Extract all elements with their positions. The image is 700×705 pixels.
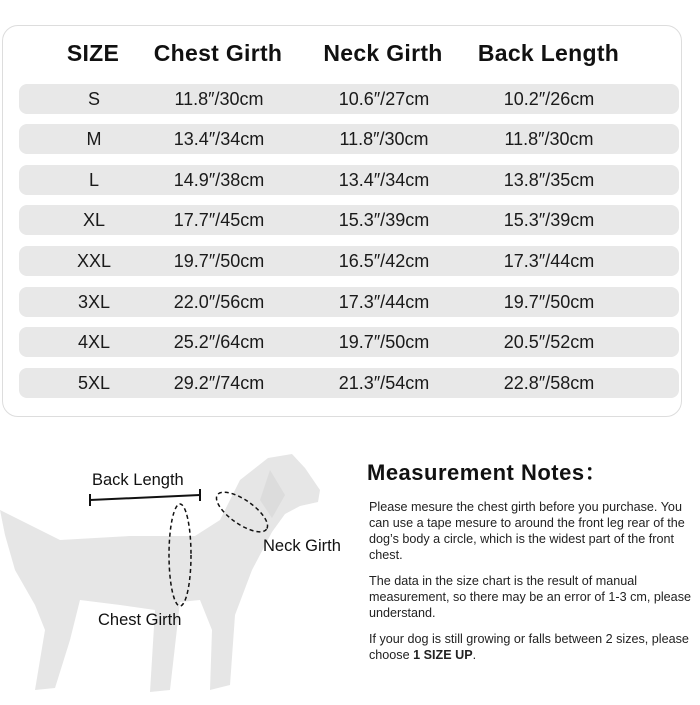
- header-neck-girth: Neck Girth: [323, 40, 443, 66]
- header-back-length: Back Length: [477, 40, 620, 66]
- table-row: [19, 84, 679, 114]
- cell-neck-girth: 11.8″/30cm: [339, 129, 429, 149]
- cell-back-length: 13.8″/35cm: [503, 170, 595, 190]
- cell-back-length: 11.8″/30cm: [504, 129, 594, 149]
- cell-neck-girth: 10.6″/27cm: [338, 89, 430, 109]
- cell-chest-girth: 22.0″/56cm: [173, 292, 265, 312]
- table-row: [19, 368, 679, 398]
- size-table-header: [0, 0, 700, 80]
- notes-title: Measurement Notes：: [367, 460, 608, 485]
- cell-chest-girth: 19.7″/50cm: [173, 251, 265, 271]
- cell-neck-girth: 17.3″/44cm: [338, 292, 430, 312]
- cell-size: XL: [82, 210, 106, 230]
- cell-size: S: [87, 89, 100, 109]
- notes-p3-suffix: .: [472, 648, 477, 662]
- cell-back-length: 10.2″/26cm: [503, 89, 595, 109]
- cell-neck-girth: 19.7″/50cm: [338, 332, 430, 352]
- cell-chest-girth: 29.2″/74cm: [173, 373, 265, 393]
- cell-back-length: 20.5″/52cm: [503, 332, 595, 352]
- table-row: [19, 246, 679, 276]
- dog-measurement-diagram: [0, 440, 360, 700]
- cell-size: 4XL: [77, 332, 111, 352]
- cell-neck-girth: 16.5″/42cm: [338, 251, 430, 271]
- size-up-emphasis: 1 SIZE UP: [413, 648, 473, 662]
- cell-chest-girth: 17.7″/45cm: [173, 210, 265, 230]
- header-size: SIZE: [66, 40, 120, 66]
- cell-size: L: [88, 170, 99, 190]
- cell-back-length: 19.7″/50cm: [503, 292, 595, 312]
- cell-chest-girth: 11.8″/30cm: [174, 89, 264, 109]
- table-row: [19, 165, 679, 195]
- table-row: [19, 327, 679, 357]
- cell-back-length: 17.3″/44cm: [503, 251, 595, 271]
- notes-paragraph-2: The data in the size chart is the result of manual measurement, so there may be an error of 1-3 cm, please understand.: [369, 574, 691, 620]
- cell-chest-girth: 25.2″/64cm: [173, 332, 265, 352]
- notes-paragraph-1: Please mesure the chest girth before you purchase. You can use a tape mesure to around the front leg rear of the dog’s body a circle, which is the widest part of the front chest.: [369, 500, 685, 562]
- back-length-label: Back Length: [92, 471, 184, 489]
- chest-girth-label: Chest Girth: [98, 611, 182, 629]
- cell-size: 5XL: [77, 373, 111, 393]
- cell-neck-girth: 21.3″/54cm: [338, 373, 430, 393]
- cell-size: M: [86, 129, 102, 149]
- notes-p3-prefix: If your dog is still growing or falls between 2 sizes, please choose: [369, 632, 689, 662]
- cell-size: 3XL: [77, 292, 111, 312]
- measurement-notes: [367, 456, 700, 673]
- table-row: [19, 124, 679, 154]
- notes-paragraph-3: [369, 631, 700, 663]
- cell-back-length: 22.8″/58cm: [503, 373, 595, 393]
- back-length-line: [90, 495, 200, 500]
- neck-girth-label: Neck Girth: [263, 537, 341, 555]
- cell-size: XXL: [76, 251, 112, 271]
- cell-chest-girth: 14.9″/38cm: [173, 170, 265, 190]
- table-row: [19, 287, 679, 317]
- cell-back-length: 15.3″/39cm: [503, 210, 595, 230]
- cell-chest-girth: 13.4″/34cm: [173, 129, 265, 149]
- header-chest-girth: Chest Girth: [153, 40, 283, 66]
- table-row: [19, 205, 679, 235]
- cell-neck-girth: 15.3″/39cm: [338, 210, 430, 230]
- cell-neck-girth: 13.4″/34cm: [338, 170, 430, 190]
